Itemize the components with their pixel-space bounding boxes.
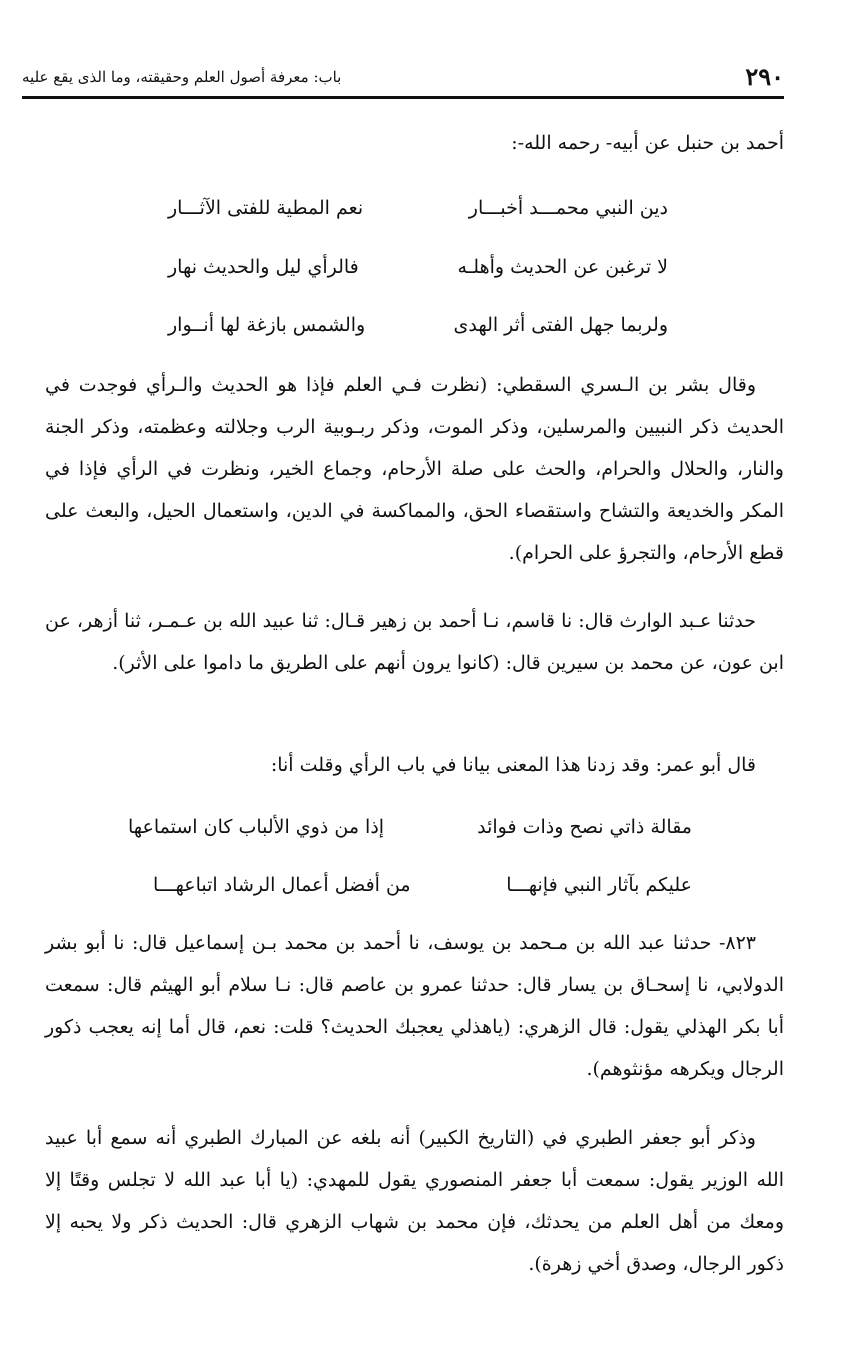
paragraph-abdulwarith: حدثنا عـبد الوارث قال: نا قاسم، نـا أحمد بن زهير قـال: ثنا عبيد الله بن عـمـر، ثنا أزهر، عن ابن عون، عن محمد بن سيرين قال: (كانوا يرون أنهم على الطريق ما داموا على الأثر). xyxy=(45,610,784,674)
intro-line: أحمد بن حنبل عن أبيه- رحمه الله-: xyxy=(511,132,784,154)
paragraph-bishr: وقال بشر بن الـسري السقطي: (نظرت فـي العلم فإذا هو الحديث والـرأي فوجدت في الحديث ذكر النبيين والمرسلين، وذكر الموت، وذكر ربـوبية الرب وجلالته وعظمته، وذكر الجنة والنار، والحلال والحرام، والحث على صلة الأرحام، وجماع الخير، ونظرت في الرأي فإذا في المكر والخديعة والتشاح واستقصاء الحق، والمماكسة في الدين، واستعمال الحيل، والبعث على قطع الأرحام، والتجرؤ على الحرام). xyxy=(45,374,784,564)
page-header xyxy=(22,58,784,99)
poem2-verse1-left: إذا من ذوي الألباب كان استماعها xyxy=(128,816,385,838)
poem2-verse1-right: مقالة ذاتي نصح وذات فوائد xyxy=(477,816,692,838)
poem2-verse2-right: عليكم بآثار النبي فإنهـــا xyxy=(506,874,692,896)
abu-umar-line: قال أبو عمر: وقد زدنا هذا المعنى بيانا في باب الرأي وقلت أنا: xyxy=(270,754,756,776)
poem1-verse1-right: دين النبي محمـــد أخبـــار xyxy=(468,197,668,219)
poem1-verse3-right: ولربما جهل الفتى أثر الهدى xyxy=(453,314,668,336)
poem1-verse2-left: فالرأي ليل والحديث نهار xyxy=(168,256,359,278)
page-number: ٢٩٠ xyxy=(745,62,784,91)
running-title: باب: معرفة أصول العلم وحقيقته، وما الذى يقع عليه xyxy=(22,68,342,86)
paragraph-823: ٨٢٣- حدثنا عبد الله بن مـحمد بن يوسف، نا أحمد بن محمد بـن إسماعيل قال: نا أبو بشر الدولابي، نا إسحـاق بن يسار قال: حدثنا عمرو بن عاصم قال: نـا سلام أبو الهيثم قال: سمعت أبا بكر الهذلي يقول: قال الزهري: (ياهذلي يعجبك الحديث؟ قلت: نعم، قال أما إنه يعجب ذكور الرجال ويكرهه مؤنثوهم). xyxy=(45,932,784,1080)
poem2-verse2-left: من أفضل أعمال الرشاد اتباعهـــا xyxy=(153,874,411,896)
poem1-verse3-left: والشمس بازغة لها أنــوار xyxy=(168,314,366,336)
paragraph-tabari: وذكر أبو جعفر الطبري في (التاريخ الكبير) أنه بلغه عن المبارك الطبري أنه سمع أبا عبيد الله الوزير يقول: سمعت أبا جعفر المنصوري يقول للمهدي: (يا أبا عبد الله لا تجلس وقتًا إلا ومعك من أهل العلم من يحدثك، فإن محمد بن شهاب الزهري قال: الحديث ذكر ولا يحبه إلا ذكور الرجال، وصدق أخي زهرة). xyxy=(45,1127,784,1275)
poem1-verse1-left: نعم المطية للفتى الآثـــار xyxy=(168,197,364,219)
poem1-verse2-right: لا ترغبن عن الحديث وأهلـه xyxy=(457,256,668,278)
